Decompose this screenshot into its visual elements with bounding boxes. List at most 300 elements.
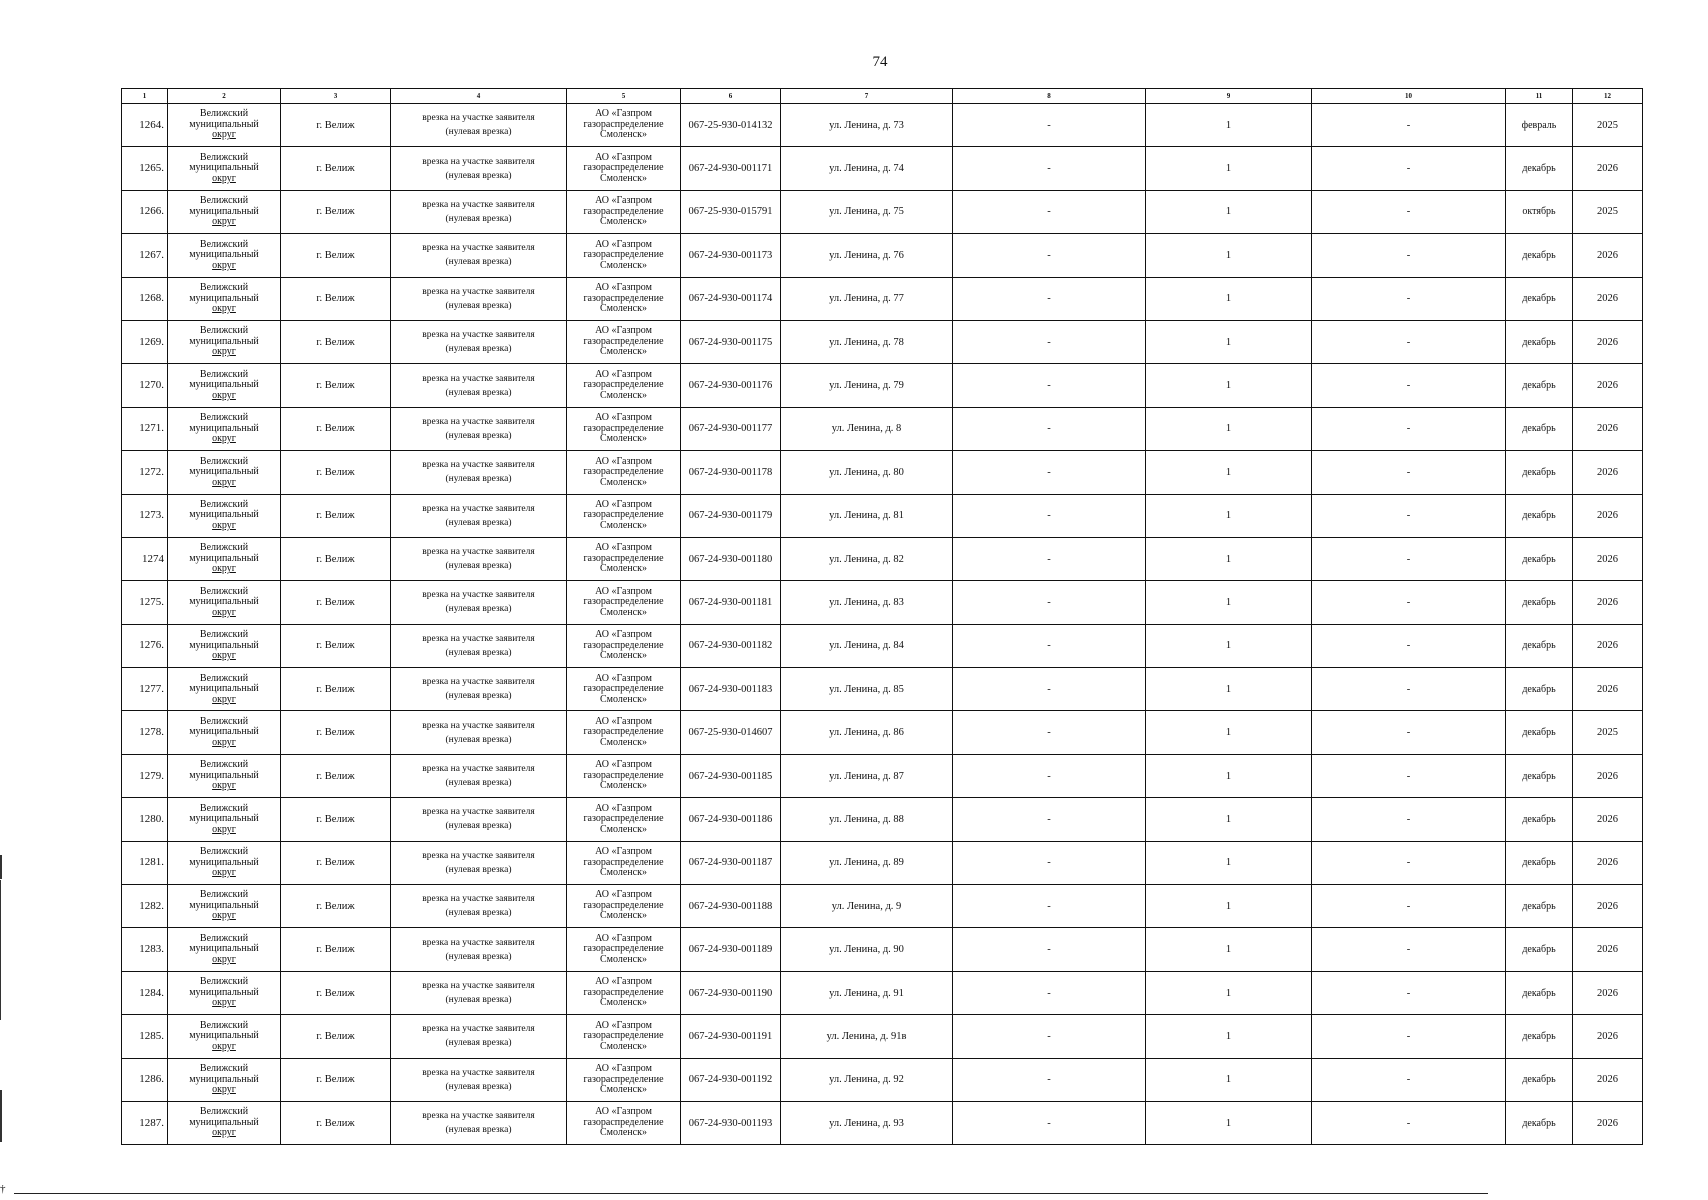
object-code-cell: 067-24-930-001190: [681, 971, 781, 1014]
table-row: [122, 147, 1643, 190]
org-line: Смоленск»: [600, 736, 647, 748]
row-number: 1279.: [122, 754, 168, 797]
column-9-cell: 1: [1146, 971, 1312, 1014]
org-line: газораспределение: [583, 552, 664, 564]
address-cell: ул. Ленина, д. 8: [781, 407, 953, 450]
column-8-cell: -: [953, 277, 1146, 320]
district-line: Велижский: [199, 976, 249, 988]
organization-cell: [567, 885, 681, 928]
address-cell: ул. Ленина, д. 91в: [781, 1015, 953, 1058]
district-line: Велижский: [199, 238, 249, 250]
org-line: газораспределение: [583, 162, 664, 174]
column-8-cell: -: [953, 234, 1146, 277]
district-line: Велижский: [199, 151, 249, 163]
district-line: округ: [212, 172, 236, 184]
address-cell: ул. Ленина, д. 89: [781, 841, 953, 884]
district-line: округ: [212, 1127, 236, 1139]
table-row: [122, 928, 1643, 971]
register-table: [121, 88, 1643, 1145]
district-cell: [168, 754, 281, 797]
org-line: Смоленск»: [600, 606, 647, 618]
address-cell: ул. Ленина, д. 84: [781, 624, 953, 667]
organization-cell: [567, 190, 681, 233]
column-10-cell: -: [1312, 494, 1506, 537]
object-code-cell: 067-24-930-001179: [681, 494, 781, 537]
district-cell: [168, 1101, 281, 1144]
column-8-cell: -: [953, 1015, 1146, 1058]
org-line: газораспределение: [583, 292, 664, 304]
column-number-7: 7: [781, 89, 953, 104]
table-row: [122, 277, 1643, 320]
work-type-cell: [391, 494, 567, 537]
district-cell: [168, 971, 281, 1014]
district-line: Велижский: [199, 802, 249, 814]
address-cell: ул. Ленина, д. 93: [781, 1101, 953, 1144]
column-10-cell: -: [1312, 668, 1506, 711]
organization-cell: [567, 1101, 681, 1144]
district-line: округ: [212, 129, 236, 141]
work-type-cell: [391, 1101, 567, 1144]
district-line: округ: [212, 997, 236, 1009]
row-number: 1276.: [122, 624, 168, 667]
org-line: Смоленск»: [600, 389, 647, 401]
month-cell: декабрь: [1506, 624, 1573, 667]
work-type-cell: [391, 624, 567, 667]
district-line: округ: [212, 650, 236, 662]
month-cell: декабрь: [1506, 971, 1573, 1014]
year-cell: 2026: [1573, 147, 1643, 190]
organization-cell: [567, 754, 681, 797]
district-line: муниципальный: [189, 1030, 259, 1042]
year-cell: 2026: [1573, 537, 1643, 580]
column-9-cell: 1: [1146, 494, 1312, 537]
year-cell: 2026: [1573, 668, 1643, 711]
footer-mark: †: [0, 1183, 6, 1195]
column-number-10: 10: [1312, 89, 1506, 104]
object-code-cell: 067-24-930-001181: [681, 581, 781, 624]
object-code-cell: 067-24-930-001192: [681, 1058, 781, 1101]
column-8-cell: -: [953, 494, 1146, 537]
month-cell: декабрь: [1506, 494, 1573, 537]
work-type-cell: [391, 364, 567, 407]
organization-cell: [567, 147, 681, 190]
district-cell: [168, 451, 281, 494]
year-cell: 2026: [1573, 841, 1643, 884]
table-row: [122, 668, 1643, 711]
work-line: врезка на участке заявителя: [422, 243, 535, 254]
work-type-cell: [391, 971, 567, 1014]
column-9-cell: 1: [1146, 104, 1312, 147]
work-line: (нулевая врезка): [445, 213, 512, 224]
month-cell: декабрь: [1506, 1015, 1573, 1058]
org-line: газораспределение: [583, 249, 664, 261]
town-cell: г. Велиж: [281, 581, 391, 624]
page-number: 74: [872, 54, 888, 70]
org-line: газораспределение: [583, 726, 664, 738]
row-number: 1268.: [122, 277, 168, 320]
column-9-cell: 1: [1146, 885, 1312, 928]
organization-cell: [567, 711, 681, 754]
address-cell: ул. Ленина, д. 78: [781, 320, 953, 363]
table-row: [122, 407, 1643, 450]
table-row: [122, 1058, 1643, 1101]
work-line: врезка на участке заявителя: [422, 330, 535, 341]
district-line: Велижский: [199, 1019, 249, 1031]
org-line: АО «Газпром: [595, 498, 652, 510]
month-cell: декабрь: [1506, 711, 1573, 754]
org-line: газораспределение: [583, 899, 664, 911]
scan-margin-mark: [0, 880, 1, 1020]
table-header: [122, 89, 1643, 104]
district-line: муниципальный: [189, 856, 259, 868]
column-8-cell: -: [953, 711, 1146, 754]
address-cell: ул. Ленина, д. 91: [781, 971, 953, 1014]
column-9-cell: 1: [1146, 841, 1312, 884]
column-10-cell: -: [1312, 451, 1506, 494]
column-9-cell: 1: [1146, 1015, 1312, 1058]
month-cell: декабрь: [1506, 1058, 1573, 1101]
district-line: округ: [212, 346, 236, 358]
district-line: муниципальный: [189, 552, 259, 564]
org-line: газораспределение: [583, 943, 664, 955]
month-cell: декабрь: [1506, 537, 1573, 580]
district-line: округ: [212, 476, 236, 488]
row-number: 1273.: [122, 494, 168, 537]
address-cell: ул. Ленина, д. 9: [781, 885, 953, 928]
work-line: врезка на участке заявителя: [422, 1024, 535, 1035]
org-line: газораспределение: [583, 639, 664, 651]
district-line: Велижский: [199, 1063, 249, 1075]
table-row: [122, 104, 1643, 147]
object-code-cell: 067-24-930-001176: [681, 364, 781, 407]
table-row: [122, 754, 1643, 797]
object-code-cell: 067-24-930-001180: [681, 537, 781, 580]
work-line: (нулевая врезка): [445, 821, 512, 832]
district-cell: [168, 407, 281, 450]
work-type-cell: [391, 190, 567, 233]
row-number: 1274: [122, 537, 168, 580]
work-line: (нулевая врезка): [445, 170, 512, 181]
district-cell: [168, 494, 281, 537]
work-line: (нулевая врезка): [445, 951, 512, 962]
year-cell: 2025: [1573, 190, 1643, 233]
table-row: [122, 1101, 1643, 1144]
work-type-cell: [391, 1058, 567, 1101]
column-9-cell: 1: [1146, 581, 1312, 624]
work-line: врезка на участке заявителя: [422, 894, 535, 905]
org-line: Смоленск»: [600, 1127, 647, 1139]
column-9-cell: 1: [1146, 1101, 1312, 1144]
district-line: Велижский: [199, 368, 249, 380]
district-line: муниципальный: [189, 162, 259, 174]
column-9-cell: 1: [1146, 711, 1312, 754]
district-line: округ: [212, 823, 236, 835]
row-number: 1287.: [122, 1101, 168, 1144]
column-number-5: 5: [567, 89, 681, 104]
district-cell: [168, 668, 281, 711]
column-10-cell: -: [1312, 971, 1506, 1014]
work-type-cell: [391, 885, 567, 928]
town-cell: г. Велиж: [281, 885, 391, 928]
table-row: [122, 711, 1643, 754]
month-cell: декабрь: [1506, 407, 1573, 450]
register-table-wrapper: [121, 88, 1643, 1145]
work-line: врезка на участке заявителя: [422, 720, 535, 731]
work-line: врезка на участке заявителя: [422, 981, 535, 991]
address-cell: ул. Ленина, д. 92: [781, 1058, 953, 1101]
org-line: газораспределение: [583, 466, 664, 478]
column-number-9: 9: [1146, 89, 1312, 104]
town-cell: г. Велиж: [281, 1101, 391, 1144]
column-10-cell: -: [1312, 104, 1506, 147]
column-8-cell: -: [953, 1101, 1146, 1144]
district-line: муниципальный: [189, 683, 259, 695]
month-cell: декабрь: [1506, 234, 1573, 277]
object-code-cell: 067-24-930-001182: [681, 624, 781, 667]
district-line: муниципальный: [189, 596, 259, 608]
work-line: (нулевая врезка): [445, 1081, 512, 1092]
work-type-cell: [391, 754, 567, 797]
district-cell: [168, 711, 281, 754]
column-number-1: 1: [122, 89, 168, 104]
district-line: Велижский: [199, 455, 249, 467]
column-10-cell: -: [1312, 407, 1506, 450]
object-code-cell: 067-24-930-001174: [681, 277, 781, 320]
work-type-cell: [391, 711, 567, 754]
object-code-cell: 067-24-930-001193: [681, 1101, 781, 1144]
work-line: врезка на участке заявителя: [422, 156, 535, 167]
work-type-cell: [391, 277, 567, 320]
district-cell: [168, 104, 281, 147]
district-cell: [168, 234, 281, 277]
org-line: Смоленск»: [600, 650, 647, 662]
month-cell: декабрь: [1506, 928, 1573, 971]
district-line: округ: [212, 910, 236, 922]
work-line: (нулевая врезка): [445, 300, 512, 311]
district-line: муниципальный: [189, 1116, 259, 1128]
month-cell: декабрь: [1506, 885, 1573, 928]
column-8-cell: -: [953, 190, 1146, 233]
town-cell: г. Велиж: [281, 1058, 391, 1101]
address-cell: ул. Ленина, д. 87: [781, 754, 953, 797]
row-number: 1265.: [122, 147, 168, 190]
year-cell: 2026: [1573, 277, 1643, 320]
column-9-cell: 1: [1146, 754, 1312, 797]
district-line: Велижский: [199, 759, 249, 771]
year-cell: 2026: [1573, 754, 1643, 797]
column-8-cell: -: [953, 1058, 1146, 1101]
district-line: Велижский: [199, 629, 249, 641]
org-line: газораспределение: [583, 769, 664, 781]
district-line: муниципальный: [189, 335, 259, 347]
address-cell: ул. Ленина, д. 77: [781, 277, 953, 320]
column-10-cell: -: [1312, 928, 1506, 971]
town-cell: г. Велиж: [281, 320, 391, 363]
org-line: АО «Газпром: [595, 368, 652, 380]
column-9-cell: 1: [1146, 234, 1312, 277]
org-line: АО «Газпром: [595, 585, 652, 597]
work-line: (нулевая врезка): [445, 908, 512, 919]
organization-cell: [567, 364, 681, 407]
year-cell: 2026: [1573, 451, 1643, 494]
district-line: муниципальный: [189, 1073, 259, 1085]
object-code-cell: 067-24-930-001187: [681, 841, 781, 884]
work-line: (нулевая врезка): [445, 257, 512, 268]
month-cell: декабрь: [1506, 364, 1573, 407]
row-number: 1280.: [122, 798, 168, 841]
object-code-cell: 067-24-930-001175: [681, 320, 781, 363]
table-row: [122, 885, 1643, 928]
district-line: округ: [212, 519, 236, 531]
org-line: Смоленск»: [600, 1040, 647, 1052]
district-line: округ: [212, 433, 236, 445]
work-line: врезка на участке заявителя: [422, 199, 535, 210]
year-cell: 2026: [1573, 928, 1643, 971]
work-line: (нулевая врезка): [445, 517, 512, 528]
column-10-cell: -: [1312, 711, 1506, 754]
work-type-cell: [391, 841, 567, 884]
object-code-cell: 067-24-930-001183: [681, 668, 781, 711]
address-cell: ул. Ленина, д. 74: [781, 147, 953, 190]
town-cell: г. Велиж: [281, 798, 391, 841]
header-row: [122, 89, 1643, 104]
org-line: АО «Газпром: [595, 151, 652, 163]
district-line: муниципальный: [189, 118, 259, 130]
column-8-cell: -: [953, 320, 1146, 363]
address-cell: ул. Ленина, д. 88: [781, 798, 953, 841]
org-line: АО «Газпром: [595, 802, 652, 814]
district-cell: [168, 147, 281, 190]
district-line: муниципальный: [189, 249, 259, 261]
district-line: Велижский: [199, 498, 249, 510]
work-line: врезка на участке заявителя: [422, 590, 535, 601]
town-cell: г. Велиж: [281, 668, 391, 711]
org-line: Смоленск»: [600, 433, 647, 445]
object-code-cell: 067-25-930-014132: [681, 104, 781, 147]
organization-cell: [567, 581, 681, 624]
year-cell: 2026: [1573, 364, 1643, 407]
month-cell: октябрь: [1506, 190, 1573, 233]
district-line: муниципальный: [189, 422, 259, 434]
work-line: (нулевая врезка): [445, 995, 512, 1005]
org-line: АО «Газпром: [595, 715, 652, 727]
org-line: АО «Газпром: [595, 282, 652, 293]
organization-cell: [567, 624, 681, 667]
column-9-cell: 1: [1146, 364, 1312, 407]
row-number: 1283.: [122, 928, 168, 971]
org-line: АО «Газпром: [595, 1019, 652, 1031]
org-line: Смоленск»: [600, 867, 647, 879]
district-line: округ: [212, 303, 236, 314]
work-line: врезка на участке заявителя: [422, 503, 535, 514]
org-line: АО «Газпром: [595, 542, 652, 554]
column-number-12: 12: [1573, 89, 1643, 104]
district-cell: [168, 928, 281, 971]
column-8-cell: -: [953, 971, 1146, 1014]
column-10-cell: -: [1312, 320, 1506, 363]
district-cell: [168, 537, 281, 580]
table-row: [122, 798, 1643, 841]
row-number: 1269.: [122, 320, 168, 363]
work-type-cell: [391, 581, 567, 624]
column-8-cell: -: [953, 624, 1146, 667]
district-line: муниципальный: [189, 726, 259, 738]
object-code-cell: 067-24-930-001173: [681, 234, 781, 277]
column-9-cell: 1: [1146, 277, 1312, 320]
town-cell: г. Велиж: [281, 928, 391, 971]
district-line: округ: [212, 259, 236, 271]
work-line: врезка на участке заявителя: [422, 373, 535, 384]
district-cell: [168, 581, 281, 624]
column-8-cell: -: [953, 147, 1146, 190]
column-number-3: 3: [281, 89, 391, 104]
row-number: 1271.: [122, 407, 168, 450]
address-cell: ул. Ленина, д. 75: [781, 190, 953, 233]
table-row: [122, 537, 1643, 580]
year-cell: 2026: [1573, 624, 1643, 667]
work-line: врезка на участке заявителя: [422, 677, 535, 688]
column-8-cell: -: [953, 407, 1146, 450]
address-cell: ул. Ленина, д. 90: [781, 928, 953, 971]
column-10-cell: -: [1312, 841, 1506, 884]
month-cell: декабрь: [1506, 841, 1573, 884]
district-line: округ: [212, 736, 236, 748]
column-8-cell: -: [953, 668, 1146, 711]
column-9-cell: 1: [1146, 798, 1312, 841]
address-cell: ул. Ленина, д. 76: [781, 234, 953, 277]
district-line: муниципальный: [189, 292, 259, 304]
org-line: АО «Газпром: [595, 1063, 652, 1075]
work-line: врезка на участке заявителя: [422, 416, 535, 427]
row-number: 1286.: [122, 1058, 168, 1101]
work-type-cell: [391, 104, 567, 147]
year-cell: 2026: [1573, 407, 1643, 450]
org-line: Смоленск»: [600, 476, 647, 488]
org-line: газораспределение: [583, 813, 664, 825]
table-row: [122, 320, 1643, 363]
month-cell: декабрь: [1506, 754, 1573, 797]
column-9-cell: 1: [1146, 668, 1312, 711]
table-body: [122, 104, 1643, 1145]
month-cell: декабрь: [1506, 1101, 1573, 1144]
organization-cell: [567, 971, 681, 1014]
org-line: Смоленск»: [600, 997, 647, 1009]
org-line: газораспределение: [583, 118, 664, 130]
district-line: Велижский: [199, 889, 249, 901]
object-code-cell: 067-25-930-015791: [681, 190, 781, 233]
table-row: [122, 364, 1643, 407]
town-cell: г. Велиж: [281, 407, 391, 450]
work-line: (нулевая врезка): [445, 647, 512, 658]
row-number: 1264.: [122, 104, 168, 147]
org-line: Смоленск»: [600, 693, 647, 705]
town-cell: г. Велиж: [281, 841, 391, 884]
work-type-cell: [391, 234, 567, 277]
table-row: [122, 841, 1643, 884]
org-line: АО «Газпром: [595, 672, 652, 684]
district-cell: [168, 364, 281, 407]
work-line: (нулевая врезка): [445, 1038, 512, 1049]
address-cell: ул. Ленина, д. 82: [781, 537, 953, 580]
work-line: врезка на участке заявителя: [422, 633, 535, 644]
column-9-cell: 1: [1146, 451, 1312, 494]
org-line: АО «Газпром: [595, 455, 652, 467]
org-line: Смоленск»: [600, 216, 647, 228]
org-line: газораспределение: [583, 335, 664, 347]
org-line: Смоленск»: [600, 910, 647, 922]
row-number: 1272.: [122, 451, 168, 494]
work-line: врезка на участке заявителя: [422, 1067, 535, 1078]
